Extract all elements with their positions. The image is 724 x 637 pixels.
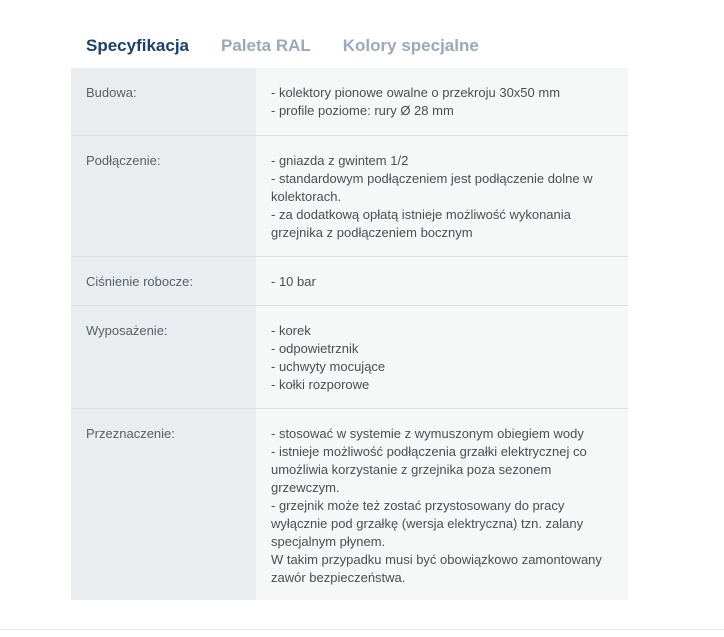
- value-line: - stosować w systemie z wymuszonym obiegiem wody: [271, 425, 584, 441]
- value-line: grzewczym.: [271, 479, 340, 495]
- tab-paleta-ral[interactable]: Paleta RAL: [221, 36, 311, 55]
- table-row: [71, 68, 628, 135]
- value-line: W takim przypadku musi być obowiązkowo zamontowany: [271, 551, 602, 567]
- specification-table: [71, 68, 628, 600]
- value-line: - profile poziome: rury Ø 28 mm: [271, 103, 454, 118]
- value-line: - standardowym podłączeniem jest podłączenie dolne w: [271, 170, 593, 186]
- value-line: - korek: [271, 322, 311, 338]
- section-divider: [0, 629, 724, 630]
- table-row: [71, 408, 628, 600]
- value-line: specjalnym płynem.: [271, 533, 386, 549]
- row-value: [256, 305, 628, 408]
- value-line: - gniazda z gwintem 1/2: [271, 152, 409, 168]
- value-line: - grzejnik może też zostać przystosowany do pracy: [271, 497, 565, 513]
- value-line: grzejnika z podłączeniem bocznym: [271, 224, 473, 240]
- row-value: [256, 408, 628, 600]
- table-row: [71, 135, 628, 256]
- row-label: Wyposażenie:: [71, 305, 256, 408]
- value-line: - uchwyty mocujące: [271, 358, 386, 374]
- row-label: Budowa:: [71, 68, 256, 135]
- tab-specyfikacja[interactable]: Specyfikacja: [86, 36, 190, 55]
- value-line: umożliwia korzystanie z grzejnika poza sezonem: [271, 461, 552, 477]
- value-line: - kolektory pionowe owalne o przekroju 30x50 mm: [271, 85, 561, 100]
- value-line: - kołki rozporowe: [271, 376, 370, 392]
- value-line: - odpowietrznik: [271, 340, 359, 356]
- tab-kolory-specjalne[interactable]: Kolory specjalne: [342, 36, 479, 55]
- row-value: [256, 135, 628, 256]
- row-value: [256, 68, 628, 135]
- value-line: - istnieje możliwość podłączenia grzałki elektrycznej co: [271, 443, 587, 459]
- row-label: Ciśnienie robocze:: [71, 256, 256, 305]
- row-value: [256, 256, 628, 305]
- value-line: - za dodatkową opłatą istnieje możliwość wykonania: [271, 206, 571, 222]
- table-row: [71, 305, 628, 408]
- value-line: kolektorach.: [271, 188, 342, 204]
- value-line: wyłącznie pod grzałkę (wersja elektryczna) tzn. zalany: [271, 515, 584, 531]
- row-label: Podłączenie:: [71, 135, 256, 256]
- product-tabs: [71, 34, 511, 58]
- row-label: Przeznaczenie:: [71, 408, 256, 600]
- value-line: zawór bezpieczeństwa.: [271, 569, 406, 585]
- value-line: - 10 bar: [271, 273, 316, 289]
- table-row: [71, 256, 628, 305]
